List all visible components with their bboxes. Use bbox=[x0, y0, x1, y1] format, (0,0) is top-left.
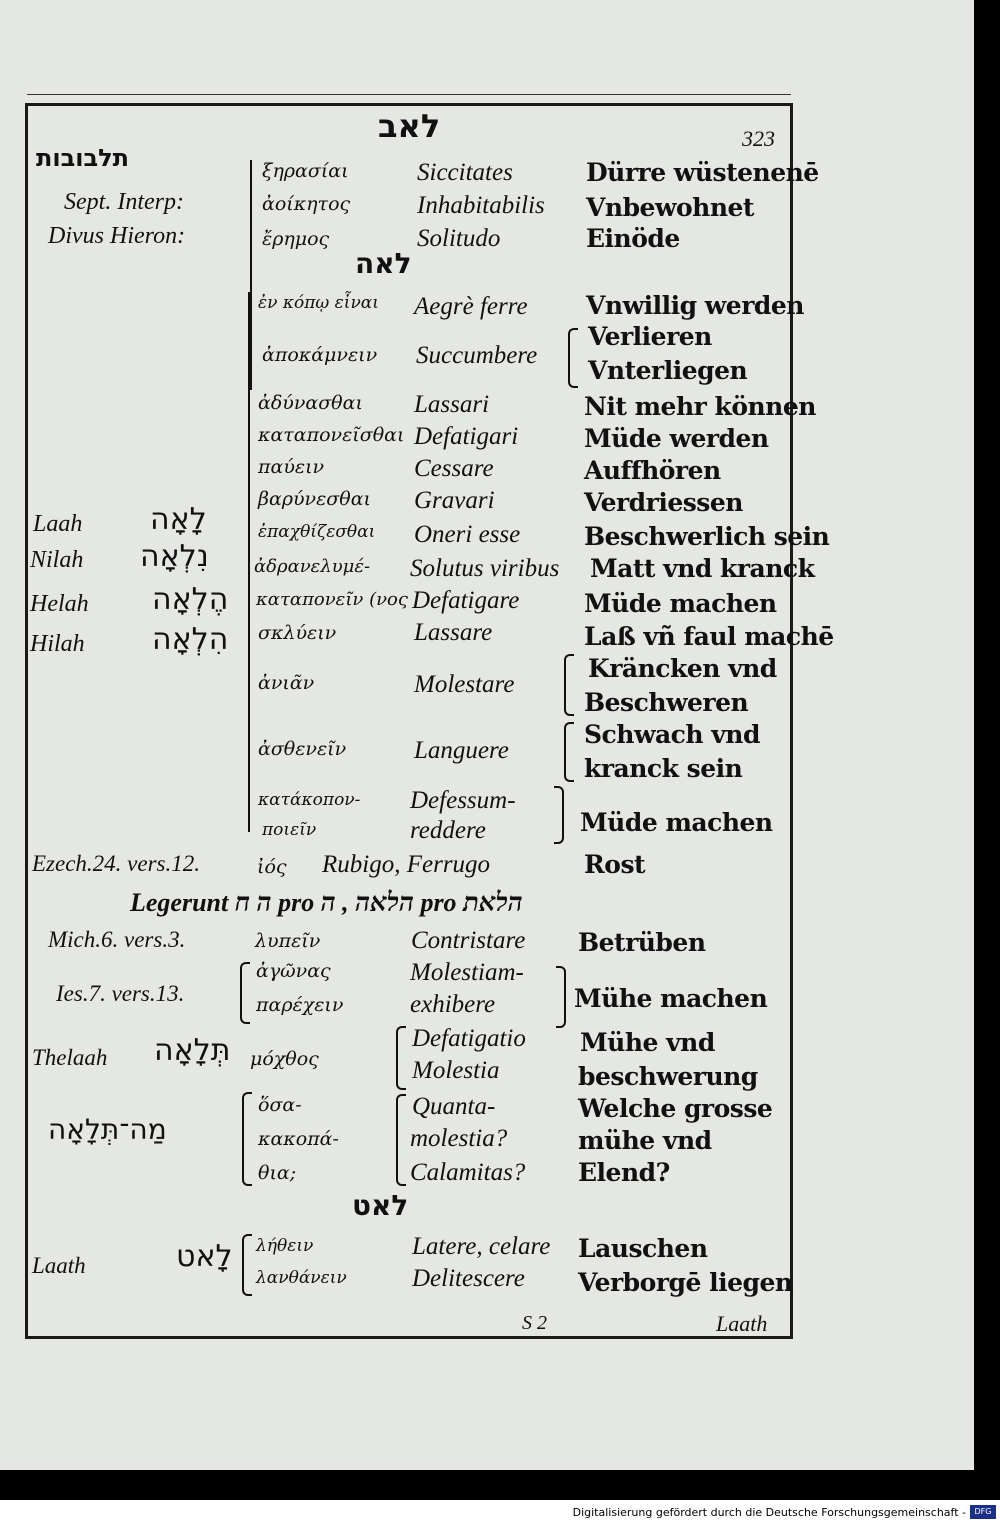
hebrew-mattelaah: מַה־תְּלָאָה bbox=[48, 1113, 167, 1146]
latin-cell: Lassare bbox=[414, 619, 493, 646]
german-cell: kranck sein bbox=[584, 754, 743, 783]
latin-cell: Delitescere bbox=[412, 1265, 525, 1292]
german-cell: Beschweren bbox=[584, 688, 749, 717]
german-cell: Beschwerlich sein bbox=[584, 522, 830, 551]
footer-bar bbox=[0, 1500, 1000, 1524]
brace bbox=[242, 1234, 252, 1296]
greek-cell: καταπονεῖν (νος bbox=[256, 589, 408, 610]
hebrew-root-laath: לאט bbox=[352, 1189, 409, 1222]
brace bbox=[568, 328, 578, 388]
german-cell: Müde machen bbox=[584, 589, 777, 618]
brace-laah bbox=[248, 292, 250, 832]
latin-cell: Solutus viribus bbox=[410, 555, 560, 582]
latin-cell: Lassari bbox=[414, 391, 490, 418]
greek-cell: μόχθος bbox=[250, 1048, 319, 1070]
greek-cell: λήθειν bbox=[256, 1236, 314, 1256]
german-cell: Laß vñ faul machē bbox=[584, 622, 834, 651]
german-cell: Vnwillig werden bbox=[586, 291, 804, 320]
greek-cell: ἀγῶνας bbox=[256, 960, 331, 982]
hebrew-thelaah: תְּלָאָה bbox=[154, 1033, 231, 1068]
german-cell: Mühe vnd bbox=[580, 1028, 715, 1057]
german-cell: Schwach vnd bbox=[584, 720, 760, 749]
greek-cell: κατάκοπον- bbox=[258, 790, 361, 810]
greek-cell: λυπεῖν bbox=[255, 930, 321, 952]
brace bbox=[564, 722, 574, 782]
brace bbox=[396, 1026, 406, 1090]
german-cell: Betrüben bbox=[578, 928, 706, 957]
greek-cell: ἰός bbox=[257, 856, 287, 878]
signature-mark: S 2 bbox=[522, 1312, 547, 1334]
name-hilah: Hilah bbox=[30, 631, 85, 657]
greek-cell: παύειν bbox=[258, 456, 325, 478]
hebrew-hilah: הִלְאָה bbox=[152, 622, 229, 657]
german-cell: Einöde bbox=[586, 224, 680, 253]
german-cell: Nit mehr können bbox=[584, 392, 816, 421]
latin-cell: Oneri esse bbox=[414, 521, 521, 548]
latin-cell: Calamitas? bbox=[410, 1159, 526, 1186]
latin-cell: Gravari bbox=[414, 487, 495, 514]
latin-cell: Solitudo bbox=[417, 225, 501, 252]
greek-cell: ἀδύνασθαι bbox=[258, 392, 363, 414]
hebrew-laah: לָאָה bbox=[150, 502, 207, 537]
greek-cell: ὅσα- bbox=[258, 1094, 302, 1116]
latin-cell: Defessum- bbox=[410, 787, 516, 814]
latin-cell: reddere bbox=[410, 817, 486, 844]
latin-cell: Aegrè ferre bbox=[414, 293, 528, 320]
latin-cell: Succumbere bbox=[416, 342, 538, 369]
greek-cell: ἀποκάμνειν bbox=[262, 344, 378, 366]
hebrew-helah: הֶלְאָה bbox=[152, 582, 229, 617]
latin-cell: Siccitates bbox=[417, 159, 513, 186]
german-cell: Auffhören bbox=[584, 456, 721, 485]
german-cell: Kräncken vnd bbox=[588, 654, 777, 683]
greek-cell: ἀδρανελυμέ- bbox=[254, 556, 371, 577]
latin-cell: exhibere bbox=[410, 991, 496, 1018]
source-label: Laath bbox=[32, 1253, 86, 1278]
source-label: Sept. Interp: bbox=[64, 189, 184, 215]
source-label: Ies.7. vers.13. bbox=[56, 981, 185, 1006]
german-cell: Rost bbox=[584, 850, 646, 879]
greek-cell: λανθάνειν bbox=[256, 1268, 347, 1288]
greek-cell: ξηρασίαι bbox=[262, 160, 349, 182]
latin-cell: Defatigatio bbox=[412, 1025, 526, 1052]
greek-cell: καταπονεῖσθαι bbox=[258, 424, 405, 446]
greek-cell: παρέχειν bbox=[256, 994, 344, 1016]
latin-cell: Molestia bbox=[412, 1057, 500, 1084]
source-label: Divus Hieron: bbox=[48, 223, 186, 249]
brace bbox=[240, 962, 250, 1024]
column-rule bbox=[250, 160, 252, 390]
latin-cell: Rubigo, Ferrugo bbox=[322, 851, 491, 878]
hebrew-root-laah: לאה bbox=[355, 247, 412, 280]
latin-cell: molestia? bbox=[410, 1125, 508, 1152]
name-laah: Laah bbox=[33, 511, 83, 537]
latin-cell: Defatigare bbox=[412, 587, 520, 614]
brace bbox=[396, 1094, 406, 1186]
german-cell: Elend? bbox=[578, 1158, 670, 1187]
brace bbox=[564, 654, 574, 716]
brace bbox=[556, 966, 566, 1028]
greek-cell: βαρύνεσθαι bbox=[258, 488, 371, 510]
greek-cell: ἐπαχθίζεσθαι bbox=[258, 522, 376, 542]
hebrew-root-heading: לאב bbox=[378, 107, 441, 145]
hebrew-talbuvot: תלבובות bbox=[36, 144, 130, 172]
german-cell: Lauschen bbox=[578, 1234, 708, 1263]
greek-cell: θια; bbox=[258, 1162, 297, 1184]
latin-cell: Defatigari bbox=[414, 423, 519, 450]
german-cell: Verborgē liegen bbox=[578, 1268, 793, 1297]
german-cell: Matt vnd kranck bbox=[590, 554, 815, 583]
german-cell: mühe vnd bbox=[578, 1126, 712, 1155]
greek-cell: κακοπά- bbox=[258, 1128, 339, 1150]
legerunt-note: Legerunt ה ח pro הלאה , ה pro הלאת bbox=[130, 888, 523, 917]
greek-cell: ποιεῖν bbox=[262, 820, 317, 840]
hebrew-laath: לָאט bbox=[176, 1239, 233, 1274]
german-cell: Verdriessen bbox=[584, 488, 743, 517]
greek-cell: ἀοίκητος bbox=[262, 193, 351, 215]
greek-cell: ἀσθενεῖν bbox=[258, 738, 347, 760]
page-number: 323 bbox=[742, 126, 775, 151]
brace bbox=[554, 786, 564, 844]
german-cell: Vnterliegen bbox=[588, 356, 748, 385]
german-cell: beschwerung bbox=[578, 1062, 758, 1091]
source-label: Mich.6. vers.3. bbox=[48, 927, 186, 952]
german-cell: Vnbewohnet bbox=[586, 193, 754, 222]
name-nilah: Nilah bbox=[30, 547, 84, 573]
german-cell: Müde werden bbox=[584, 424, 769, 453]
footer-credit: Digitalisierung gefördert durch die Deutsche Forschungsgemeinschaft - bbox=[572, 1506, 966, 1519]
hebrew-nilah: נִלְאָה bbox=[140, 539, 209, 574]
latin-cell: Latere, celare bbox=[412, 1233, 551, 1260]
catchword: Laath bbox=[716, 1311, 768, 1336]
latin-cell: Contristare bbox=[411, 927, 526, 954]
german-cell: Müde machen bbox=[580, 808, 773, 837]
latin-cell: Cessare bbox=[414, 455, 494, 482]
latin-cell: Languere bbox=[414, 737, 509, 764]
latin-cell: Molestiam- bbox=[410, 959, 524, 986]
dfg-logo: DFG bbox=[970, 1505, 996, 1519]
source-label: Thelaah bbox=[32, 1045, 108, 1070]
greek-cell: ἔρημος bbox=[262, 228, 330, 250]
german-cell: Mühe machen bbox=[574, 984, 768, 1013]
greek-cell: σκλύειν bbox=[258, 622, 337, 644]
latin-cell: Molestare bbox=[414, 671, 515, 698]
greek-cell: ἐν κόπῳ εἶναι bbox=[258, 293, 379, 313]
german-cell: Welche grosse bbox=[578, 1094, 773, 1123]
name-helah: Helah bbox=[30, 591, 89, 617]
german-cell: Verlieren bbox=[588, 322, 712, 351]
german-cell: Dürre wüstenenē bbox=[586, 158, 819, 187]
latin-cell: Inhabitabilis bbox=[417, 192, 545, 219]
source-label: Ezech.24. vers.12. bbox=[32, 851, 200, 876]
latin-cell: Quanta- bbox=[412, 1093, 496, 1120]
brace bbox=[242, 1092, 252, 1186]
greek-cell: ἀνιᾶν bbox=[258, 672, 315, 694]
